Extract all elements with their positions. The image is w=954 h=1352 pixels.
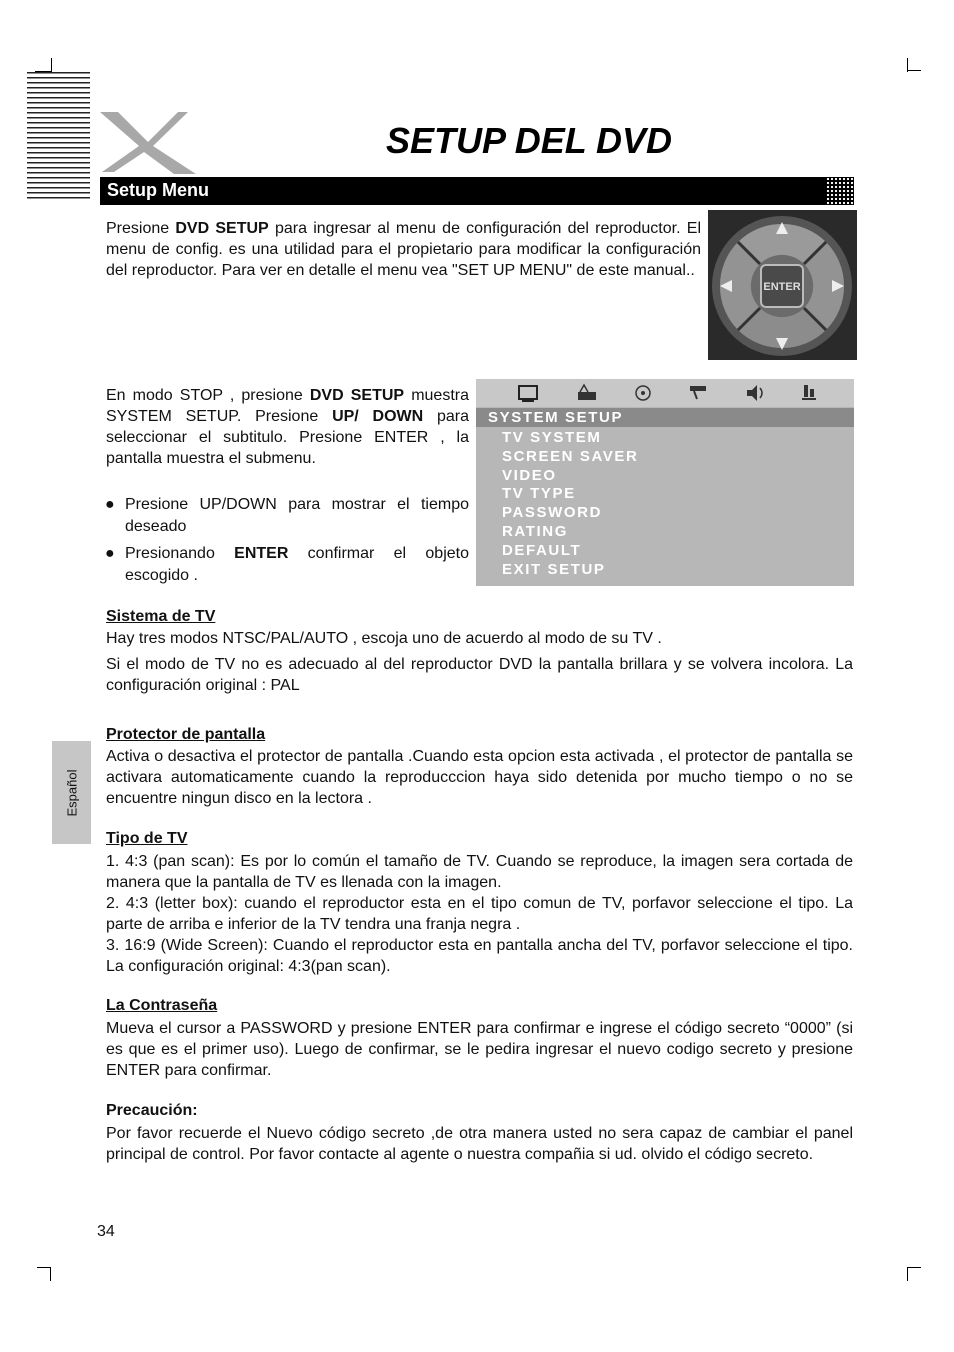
tv-icon xyxy=(519,386,537,402)
bullet-dot: ● xyxy=(105,545,115,562)
crop-mark-top-left xyxy=(51,58,52,72)
tv-system-paragraph-2: Si el modo de TV no es adecuado al del reproductor DVD la pantalla brillara y se volvera incolora. La configuración original : PAL xyxy=(106,656,853,694)
section-heading-password: La Contraseña xyxy=(106,997,218,1014)
menu-header xyxy=(476,408,854,427)
crop-mark-bottom-right xyxy=(907,1267,921,1268)
section-heading-tv-type: Tipo de TV xyxy=(106,830,188,847)
menu-item-password: PASSWORD xyxy=(502,504,603,522)
disc-icon xyxy=(636,386,650,400)
remote-navigation-pad-image xyxy=(708,210,857,360)
bullet-item-1 xyxy=(105,494,469,538)
section-heading-tv-system: Sistema de TV xyxy=(106,608,216,625)
crop-mark-bottom-left xyxy=(37,1267,51,1268)
language-label: Español xyxy=(64,769,79,816)
section-header-bar xyxy=(100,177,854,205)
tv-type-paragraph-2: 2. 4:3 (letter box): cuando el reproductor esta en el tipo comun de TV, porfavor seleccione el tipo. La parte de arriba e inferior de la TV tendra una franja negra . xyxy=(106,895,853,933)
menu-item-exit-setup: EXIT SETUP xyxy=(502,560,606,578)
tv-system-paragraph-1: Hay tres modos NTSC/PAL/AUTO , escoja uno de acuerdo al modo de su TV . xyxy=(106,630,662,647)
password-paragraph: Mueva el cursor a PASSWORD y presione ENTER para confirmar e ingrese el código secreto “0000” (si es que es el primer uso). Luego de confirmar, se le pedira ingresar el nuevo codigo secreto y presione ENTER para confirmar. xyxy=(106,1020,853,1079)
menu-item-tv-system: TV SYSTEM xyxy=(502,429,602,446)
speaker-settings-icon xyxy=(578,385,596,400)
enter-key-label: ENTER xyxy=(763,281,801,293)
menu-items xyxy=(502,429,638,579)
section-heading-screen-saver: Protector de pantalla xyxy=(106,726,266,743)
menu-item-tv-type: TV TYPE xyxy=(502,485,576,503)
section-title: Setup Menu xyxy=(107,180,209,200)
decorative-stripes xyxy=(27,72,90,199)
page-title: SETUP DEL DVD xyxy=(386,120,673,161)
menu-item-rating: RATING xyxy=(502,522,568,540)
crop-mark-bottom-right xyxy=(907,1267,908,1281)
caution-paragraph: Por favor recuerde el Nuevo código secreto ,de otra manera usted no sera capaz de cambiar el panel principal de control. Por favor contacte al agente o nuestra compañia si ud. olvido el código secreto. xyxy=(106,1125,853,1163)
bullet-dot: ● xyxy=(105,496,115,513)
bullet-item-2 xyxy=(105,543,469,587)
system-setup-menu-image xyxy=(476,379,854,586)
crop-mark-top-right xyxy=(907,70,921,71)
bullet-text: Presionando ENTER confirmar el objeto escogido . xyxy=(125,545,469,584)
crop-mark-bottom-left xyxy=(50,1267,51,1281)
menu-icon-row xyxy=(476,379,854,407)
brand-logo-icon xyxy=(96,108,196,176)
audio-icon xyxy=(747,385,762,401)
screen-saver-paragraph: Activa o desactiva el protector de pantalla .Cuando esta opcion esta activada , el protector de pantalla se activara automaticamente cuando la reproducccion haya sido detenida por mucho tiempo o no se encuentre ningun disco en la lectora . xyxy=(106,748,853,807)
language-side-tab xyxy=(52,741,91,844)
intro-paragraph: Presione DVD SETUP para ingresar al menu de configuración del reproductor. El menu de config. es una utilidad para el propietario para modificar la configuración del reproductor. Para ver en detalle el menu vea "SET UP MENU" de este manual.. xyxy=(106,220,701,279)
page-number: 34 xyxy=(97,1223,115,1240)
tv-type-paragraph-1: 1. 4:3 (pan scan): Es por lo común el tamaño de TV. Cuando se reproduce, la imagen sera cortada de manera que la pantalla de TV es llenada con la imagen. xyxy=(106,853,853,891)
section-heading-caution: Precaución: xyxy=(106,1102,198,1119)
video-camera-icon xyxy=(690,386,706,399)
stop-mode-paragraph: En modo STOP , presione DVD SETUP muestra SYSTEM SETUP. Presione UP/ DOWN para seleccionar el subtitulo. Presione ENTER , la pantalla muestra el submenu. xyxy=(106,387,470,467)
preferences-icon xyxy=(802,385,816,400)
menu-item-video: VIDEO xyxy=(502,466,557,484)
menu-item-screen-saver: SCREEN SAVER xyxy=(502,447,639,465)
dot-pattern xyxy=(826,177,854,205)
menu-item-default: DEFAULT xyxy=(502,541,582,559)
bullet-text: Presione UP/DOWN para mostrar el tiempo deseado xyxy=(125,496,469,535)
tv-type-paragraph-3: 3. 16:9 (Wide Screen): Cuando el reproductor esta en pantalla ancha del TV, porfavor seleccione el tipo. La configuración original: 4:3(pan scan). xyxy=(106,937,853,975)
menu-header-label: SYSTEM SETUP xyxy=(488,409,624,426)
